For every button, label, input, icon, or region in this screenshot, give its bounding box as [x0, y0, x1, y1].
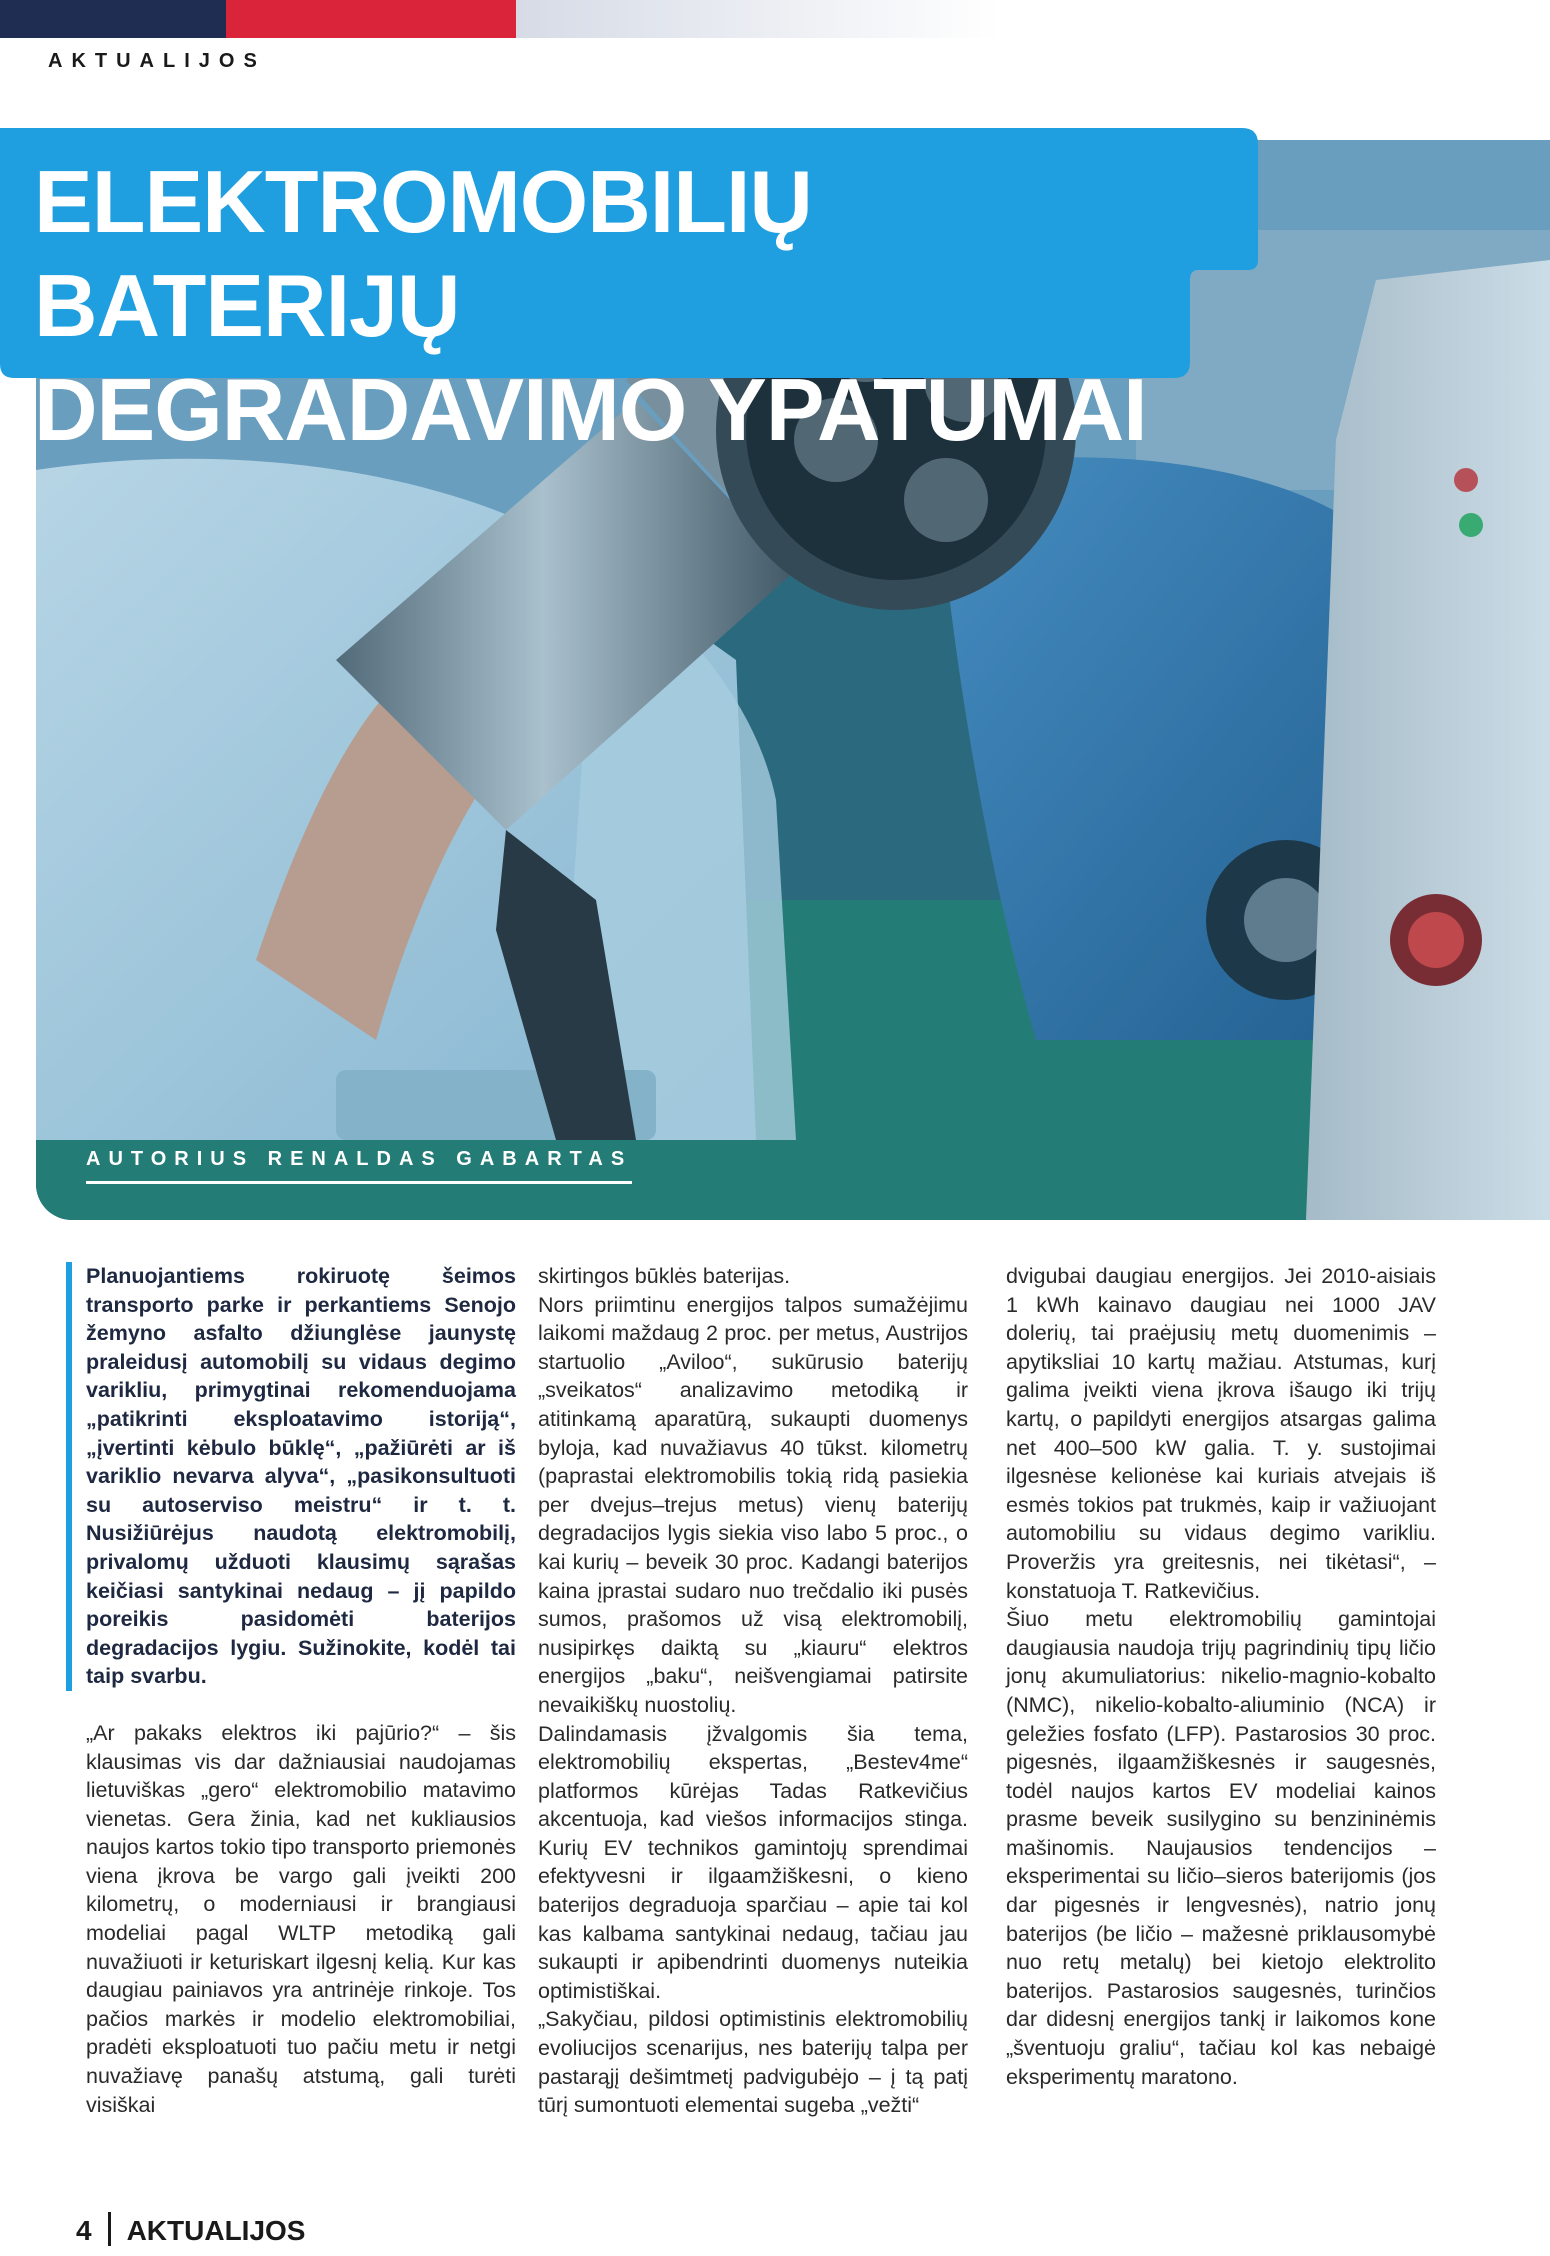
top-color-bar [0, 0, 1000, 38]
top-bar-fade [516, 0, 1000, 38]
page-number: 4 [76, 2215, 92, 2246]
footer-separator [108, 2212, 111, 2246]
text-column-2 [538, 1262, 968, 2120]
body-paragraph: „Sakyčiau, pildosi optimistinis elektromobilių evoliucijos scenarijus, nes baterijų talpa per pastarąjį dešimtmetį padvigubėjo – į tą patį tūrį sumontuoti elementai sugeba „vežti“ [538, 2007, 968, 2118]
text-column-3 [1006, 1262, 1436, 2091]
article-title [34, 150, 1258, 462]
top-bar-red [226, 0, 516, 38]
text-column-1 [86, 1262, 516, 2119]
lead-paragraph: Planuojantiems rokiruotę šeimos transporto parke ir perkantiems Senojo žemyno asfalto džiunglėse jaunystę praleidusį automobilį su vidaus degimo varikliu, primygtinai rekomenduojama „patikrinti eksploatavimo istoriją“, „įvertinti kėbulo būklę“, „pažiūrėti ar iš variklio nevarva alyva“, „pasikonsultuoti su autoserviso meistru“ ir t. t. Nusižiūrėjus naudotą elektromobilį, privalomų užduoti klausimų sąrašas keičiasi santykinai nedaug – jį papildo poreikis pasidomėti baterijos degradacijos lygiu. Sužinokite, kodėl tai taip svarbu. [66, 1262, 516, 1691]
author-byline: AUTORIUS RENALDAS GABARTAS [86, 1148, 632, 1184]
body-paragraph: Nors priimtinu energijos talpos sumažėjimu laikomi maždaug 2 proc. per metus, Austrijos startuolio „Aviloo“, sukūrusio baterijų „sveikatos“ analizavimo metodiką ir atitinkamą aparatūrą, sukaupti duomenys byloja, kad nuvažiavus 40 tūkst. kilometrų (paprastai elektromobilis tokią ridą pasiekia per dvejus–trejus metus) vienų baterijų degradacijos lygis siekia viso labo 5 proc., o kai kurių – beveik 30 proc. Kadangi baterijos kaina įprastai sudaro nuo trečdalio iki pusės sumos, prašomos už visą elektromobilį, nusipirkęs daiktą su „kiauru“ elektros energijos „baku“, neišvengiamai patirsite nevaikiškų nuostolių. [538, 1292, 968, 1717]
body-paragraph: dvigubai daugiau energijos. Jei 2010-aisiais 1 kWh kainavo daugiau nei 1000 JAV dolerių, tai praėjusių metų duomenimis – apytiksliai 10 kartų mažiau. Atstumas, kurį galima įveikti viena įkrova išaugo iki trijų kartų, o papildyti energijos atsargas galima net 400–500 kW galia. T. y. sustojimai ilgesnėse kelionėse kai kuriais atvejais iš esmės tokios pat trukmės, kaip ir važiuojant automobiliu su vidaus degimo varikliu. Proveržis yra greitesnis, nei tikėtasi“, – konstatuoja T. Ratkevičius. [1006, 1264, 1436, 1603]
page-footer [76, 2212, 305, 2247]
body-paragraph: „Ar pakaks elektros iki pajūrio?“ – šis klausimas vis dar dažniausiai naudojamas lietuviškas „gero“ elektromobilio matavimo vienetas. Gera žinia, kad net kukliausios naujos kartos tokio tipo transporto priemonės viena įkrova be vargo gali įveikti 200 kilometrų, o moderniausi ir brangiausi modeliai pagal WLTP metodiką gali nuvažiuoti ir keturiskart ilgesnį kelią. Kur kas daugiau painiavos yra antrinėje rinkoje. Tos pačios markės ir modelio elektromobiliai, pradėti eksploatuoti tuo pačiu metu ir netgi nuvažiavę panašų atstumą, gali turėti visiškai [86, 1720, 516, 2117]
title-line-2: DEGRADAVIMO YPATUMAI [34, 360, 1147, 459]
body-paragraph: Šiuo metu elektromobilių gamintojai daugiausia naudoja trijų pagrindinių tipų ličio jonų akumuliatorius: nikelio-magnio-kobalto (NMC), nikelio-kobalto-aliuminio (NCA) ir geležies fosfato (LFP). Pastarosios 30 proc. pigesnės, ilgaamžiškesnės ir saugesnės, todėl naujos kartos EV modeliai kainos prasme beveik susilygino su benzininėmis mašinomis. Naujausios tendencijos – eksperimentai su ličio–sieros baterijomis (jos dar pigesnės ir lengvesnės), natrio jonų baterijos (be ličio – mažesnė priklausomybė nuo retų metalų) bei kietojo elektrolito baterijos. Pastarosios saugesnės, turinčios dar didesnį energijos tankį ir laikomos kone „šventuoju graliu“, tačiau kol kas nebaigė eksperimentų maratono. [1006, 1607, 1436, 2089]
body-paragraph: Dalindamasis įžvalgomis šia tema, elektromobilių ekspertas, „Bestev4me“ platformos kūrėjas Tadas Ratkevičius akcentuoja, kad viešos informacijos stinga. Kurių EV technikos gamintojų sprendimai efektyvesni ir ilgaamžiškesni, o kieno baterijos degraduoja sparčiau – apie tai kol kas kalbama santykinai nedaug, tačiau jau sukaupti ir apibendrinti duomenys nuteikia optimistiškai. [538, 1721, 968, 2003]
body-paragraph: skirtingos būklės baterijas. [538, 1264, 791, 1288]
section-label: AKTUALIJOS [48, 50, 266, 72]
top-bar-navy [0, 0, 226, 38]
title-box [0, 128, 1258, 459]
footer-section: AKTUALIJOS [126, 2215, 306, 2246]
title-line-1: ELEKTROMOBILIŲ BATERIJŲ [34, 152, 812, 355]
